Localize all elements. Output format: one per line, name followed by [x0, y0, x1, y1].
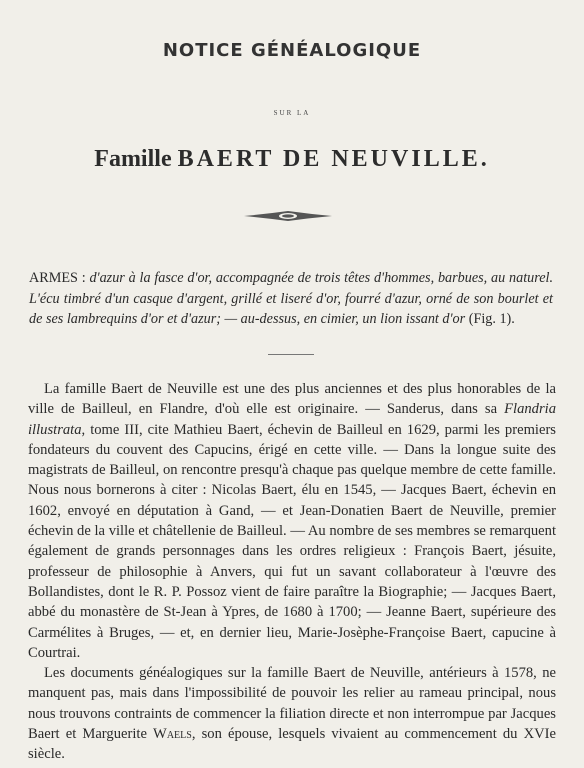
subtitle-sur-la: SUR LA [273, 109, 311, 117]
p2-text-b: , son épouse, lesquels vivaient au commencement du XVIe siècle. [28, 726, 556, 763]
section-divider [268, 354, 314, 355]
p2-name-waels: Waels [153, 726, 192, 743]
p1-text-b: , tome III, cite Mathieu Baert, échevin de Bailleul en 1629, parmi les premiers fondateurs du couvent des Capucins, érigé en cette ville. — Dans la longue suite des magistrats de Bailleul, on rencontre presqu'à chaque pas quelque membre de cette famille. Nous nous bornerons à citer : Nicolas Baert, élu en 1545, — Jacques Baert, échevin en 1602, envoyé en députation à Gand, — et Jean-Donatien Baert de Neuville, premier échevin de la ville et châtellenie de Bailleul. — Au nombre de ses membres se remarquent également de grands personnages dans les ordres religieux : François Baert, jésuite, professeur de philosophie à Anvers, qui fut un savant collaborateur à l'œuvre des Bollandistes, dont le R. P. Possoz vient de faire paraître la Biographie; — Jacques Baert, abbé du monastère de St-Jean à Ypres, de 1680 à 1700; — Jeanne Baert, supérieure des Carmélites à Bruges, — et, en dernier lieu, Marie-Josèphe-Françoise Baert, capucine à Courtrai. [28, 421, 556, 661]
p1-text-a: La famille Baert de Neuville est une des plus anciennes et des plus honorables de la ville de Bailleul, en Flandre, d'où elle est originaire. — Sanderus, dans sa [28, 381, 556, 418]
body-text [28, 379, 556, 765]
family-prefix: Famille [94, 146, 172, 172]
family-name: BAERT DE NEUVILLE. [177, 146, 490, 172]
ornament-divider-icon [244, 209, 332, 223]
paragraph-2 [28, 663, 556, 764]
page-title: NOTICE GÉNÉALOGIQUE [162, 40, 422, 61]
p1-book-title: Flandria illustrata [28, 401, 556, 438]
arms-blazon: d'azur à la fasce d'or, accompagnée de trois têtes d'hommes, barbues, au naturel. L'écu timbré d'un casque d'argent, grillé et liseré d'or, fourré d'azur, orné de son bourlet et de ses lambrequins d'or et d'azur; — au-dessus, en cimier, un lion issant d'or [29, 270, 554, 328]
family-heading [0, 146, 584, 173]
arms-paragraph [29, 268, 553, 330]
arms-fig-ref: (Fig. 1). [465, 311, 515, 328]
paragraph-1 [28, 379, 556, 663]
p2-text-a: Les documents généalogiques sur la famille Baert de Neuville, antérieurs à 1578, ne manquent pas, mais dans l'impossibilité de pouvoir les relier au rameau principal, nous nous trouvons contraints de commencer la filiation directe et non interrompue par Jacques Baert et Marguerite [28, 665, 556, 743]
arms-label: ARMES : [29, 270, 90, 286]
